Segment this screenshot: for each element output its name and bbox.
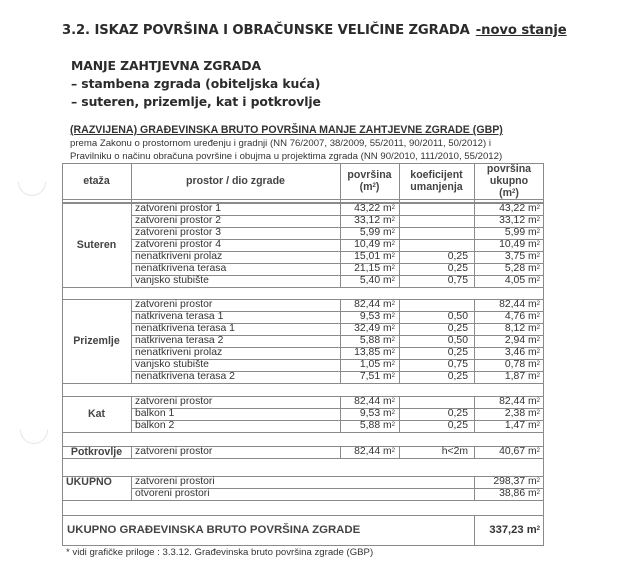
row-ukupno — [474, 227, 540, 239]
value: 43,22 — [354, 203, 381, 214]
unit-exponent: 2 — [536, 410, 540, 416]
unit: m — [528, 488, 537, 499]
value: 82,44 — [354, 396, 381, 407]
row-ukupno — [474, 420, 540, 432]
value: 1,47 — [504, 420, 526, 431]
unit-exponent: 2 — [536, 265, 540, 271]
value: 13,85 — [354, 347, 381, 358]
value: 40,67 — [499, 446, 526, 457]
row-prostor: nenatkrivena terasa 1 — [135, 323, 235, 334]
unit-exponent: 2 — [391, 253, 395, 259]
value: 1,87 — [504, 371, 526, 382]
unit-exponent: 2 — [536, 253, 540, 259]
row-koeficijent: 0,25 — [447, 251, 468, 262]
unit-exponent: 2 — [536, 373, 540, 379]
unit-exponent: 2 — [536, 448, 540, 454]
unit-exponent: 2 — [391, 301, 395, 307]
unit-exponent: 2 — [536, 349, 540, 355]
unit-exponent: 2 — [536, 241, 540, 247]
header-povrsina: površina — [347, 169, 392, 181]
unit: m — [528, 371, 537, 382]
unit: m — [383, 275, 392, 286]
unit-exponent: 2 — [536, 301, 540, 307]
row-povrsina — [340, 347, 395, 359]
row-prostor: natkrivena terasa 1 — [135, 311, 224, 322]
total-left-rule — [62, 515, 63, 545]
unit: m — [528, 203, 537, 214]
unit-exponent: 2 — [391, 265, 395, 271]
value: 5,99 — [504, 227, 526, 238]
unit-exponent: 2 — [536, 361, 540, 367]
row-povrsina — [340, 446, 395, 458]
row-povrsina — [340, 420, 395, 432]
summary-left-rule — [62, 476, 63, 500]
unit: m — [528, 239, 537, 250]
document-title — [62, 23, 567, 38]
row-koeficijent: 0,25 — [447, 408, 468, 419]
unit-exponent: 2 — [372, 183, 376, 189]
title-text: 3.2. ISKAZ POVRŠINA I OBRAČUNSKE VELIČINE ZGRADA — [62, 23, 470, 38]
unit: m — [383, 263, 392, 274]
unit: m — [383, 396, 392, 407]
unit: m — [383, 239, 392, 250]
row-koeficijent: 0,25 — [447, 347, 468, 358]
row-ukupno — [474, 359, 540, 371]
spacer-rule — [62, 287, 63, 299]
unit-exponent: 2 — [536, 229, 540, 235]
value: 298,37 — [493, 476, 526, 487]
value: 5,88 — [359, 420, 381, 431]
value: 8,12 — [504, 323, 526, 334]
row-prostor: zatvoreni prostor — [135, 299, 213, 310]
unit: m — [383, 251, 392, 262]
building-type: MANJE ZAHTJEVNA ZGRADA — [71, 58, 261, 73]
spacer-rule — [62, 383, 63, 396]
header-ukupno-unit: $(m^2)$ — [499, 187, 519, 199]
value: 3,75 — [504, 251, 526, 262]
row-povrsina — [340, 251, 395, 263]
total-right-rule — [543, 515, 544, 545]
row-povrsina — [340, 323, 395, 335]
header-top-rule — [62, 163, 544, 164]
row-ukupno — [474, 239, 540, 251]
row-povrsina — [340, 311, 395, 323]
value: 5,28 — [504, 263, 526, 274]
row-povrsina — [340, 359, 395, 371]
spacer-rule — [62, 432, 63, 446]
row-koeficijent: h<2m — [441, 446, 468, 457]
unit-exponent: 2 — [536, 526, 540, 532]
header-bottom-rule — [62, 199, 544, 200]
row-ukupno — [474, 396, 540, 408]
group-right-rule — [543, 396, 544, 433]
row-prostor: nenatkrivena terasa — [135, 263, 227, 274]
row-koeficijent: 0,25 — [447, 263, 468, 274]
unit-exponent: 2 — [536, 277, 540, 283]
value: 82,44 — [354, 446, 381, 457]
value: 4,76 — [504, 311, 526, 322]
group-bottom-rule — [62, 383, 544, 384]
unit-exponent: 2 — [391, 325, 395, 331]
unit: m — [528, 359, 537, 370]
row-povrsina — [340, 227, 395, 239]
unit-exponent: 2 — [536, 325, 540, 331]
section-title: (RAZVIJENA) GRAĐEVINSKA BRUTO POVRŠINA MANJE ZAHTJEVNE ZGRADE (GBP) — [70, 124, 503, 136]
row-koeficijent: 0,25 — [447, 371, 468, 382]
unit-exponent: 2 — [512, 189, 516, 195]
unit-exponent: 2 — [391, 422, 395, 428]
unit: m — [383, 359, 392, 370]
row-povrsina — [340, 215, 395, 227]
unit: m — [383, 215, 392, 226]
unit: m — [528, 446, 537, 457]
header-prostor: prostor / dio zgrade — [186, 175, 285, 187]
summary-ukupno — [474, 488, 540, 500]
row-koeficijent: 0,75 — [447, 275, 468, 286]
header-povrsina-unit: $(m^2)$ — [359, 181, 380, 193]
title-suffix: -novo stanje — [475, 23, 567, 38]
spacer-rule — [62, 500, 63, 515]
row-povrsina — [340, 396, 395, 408]
row-koeficijent: 0,50 — [447, 311, 468, 322]
unit-exponent: 2 — [391, 373, 395, 379]
row-prostor: balkon 1 — [135, 408, 175, 419]
row-ukupno — [474, 275, 540, 287]
row-ukupno — [474, 335, 540, 347]
punch-hole-mark — [12, 162, 52, 202]
row-koeficijent: 0,25 — [447, 323, 468, 334]
unit-exponent: 2 — [391, 217, 395, 223]
value: 38,86 — [499, 488, 526, 499]
unit: m — [383, 347, 392, 358]
row-prostor: balkon 2 — [135, 420, 175, 431]
unit: m — [528, 347, 537, 358]
unit-exponent: 2 — [391, 205, 395, 211]
value: 43,22 — [499, 203, 526, 214]
unit: m — [528, 227, 537, 238]
spacer-rule — [543, 287, 544, 299]
unit: m — [383, 227, 392, 238]
value: 82,44 — [499, 299, 526, 310]
unit: m — [383, 420, 392, 431]
building-levels: – suteren, prizemlje, kat i potkrovlje — [71, 94, 321, 109]
row-prostor: vanjsko stubište — [135, 359, 209, 370]
unit-exponent: 2 — [391, 229, 395, 235]
law-reference-1: prema Zakonu o prostornom uređenju i gradnji (NN 76/2007, 38/2009, 55/2011, 90/2011, 50/2012) i — [70, 138, 491, 149]
value: 10,49 — [354, 239, 381, 250]
row-ukupno — [474, 371, 540, 383]
unit: m — [528, 396, 537, 407]
value: 337,23 — [489, 524, 524, 536]
law-reference-2: Pravilniku o načinu obračuna površine i obujma u projektima zgrada (NN 90/2010, 111/2010, 55/2012) — [70, 151, 503, 162]
unit: m — [528, 215, 537, 226]
value: 33,12 — [354, 215, 381, 226]
group-label-potkrovlje: Potkrovlje — [70, 446, 123, 458]
row-prostor: zatvoreni prostor 4 — [135, 239, 222, 250]
row-ukupno — [474, 446, 540, 458]
unit: m — [528, 335, 537, 346]
row-prostor: zatvoreni prostor 3 — [135, 227, 222, 238]
unit-exponent: 2 — [536, 205, 540, 211]
header-koeficijent: koeficijent — [410, 169, 463, 181]
value: 21,15 — [354, 263, 381, 274]
unit: m — [383, 408, 392, 419]
total-label: UKUPNO GRAĐEVINSKA BRUTO POVRŠINA ZGRADE — [67, 524, 361, 536]
unit-exponent: 2 — [536, 217, 540, 223]
value: 10,49 — [499, 239, 526, 250]
summary-prostor: zatvoreni prostori — [135, 476, 215, 487]
row-prostor: zatvoreni prostor — [135, 446, 213, 457]
unit: m — [383, 203, 392, 214]
value: 7,51 — [359, 371, 381, 382]
unit-exponent: 2 — [536, 313, 540, 319]
value: 15,01 — [354, 251, 381, 262]
row-povrsina — [340, 371, 395, 383]
value: 3,46 — [504, 347, 526, 358]
header-umanjenja: umanjenja — [410, 181, 463, 193]
spacer-rule — [62, 458, 63, 476]
spacer-rule — [543, 383, 544, 396]
unit: m — [526, 524, 537, 536]
value: 0,78 — [504, 359, 526, 370]
summary-ukupno — [474, 476, 540, 488]
row-ukupno — [474, 408, 540, 420]
value: 2,94 — [504, 335, 526, 346]
row-ukupno — [474, 347, 540, 359]
unit: m — [383, 299, 392, 310]
value: 32,49 — [354, 323, 381, 334]
row-povrsina — [340, 275, 395, 287]
unit-exponent: 2 — [536, 478, 540, 484]
punch-hole-mark — [14, 410, 54, 450]
unit-exponent: 2 — [536, 422, 540, 428]
row-ukupno — [474, 323, 540, 335]
row-prostor: vanjsko stubište — [135, 275, 209, 286]
row-prostor: nenatkriveni prolaz — [135, 347, 223, 358]
unit-exponent: 2 — [536, 490, 540, 496]
value: 1,05 — [359, 359, 381, 370]
row-koeficijent: 0,75 — [447, 359, 468, 370]
total-bottom-rule — [62, 545, 544, 546]
unit: m — [528, 275, 537, 286]
value: 82,44 — [499, 396, 526, 407]
spacer-rule — [543, 458, 544, 476]
summary-prostor: otvoreni prostori — [135, 488, 210, 499]
spacer-rule — [543, 500, 544, 515]
group-label-kat: Kat — [87, 408, 106, 420]
building-description: – stambena zgrada (obiteljska kuća) — [71, 76, 321, 91]
unit: m — [528, 420, 537, 431]
unit-exponent: 2 — [391, 337, 395, 343]
summary-bottom-rule — [62, 500, 544, 501]
unit: m — [528, 299, 537, 310]
unit-exponent: 2 — [391, 241, 395, 247]
unit-exponent: 2 — [536, 398, 540, 404]
row-ukupno — [474, 311, 540, 323]
unit: m — [383, 446, 392, 457]
unit-exponent: 2 — [391, 349, 395, 355]
unit-exponent: 2 — [391, 361, 395, 367]
row-prostor: zatvoreni prostor — [135, 396, 213, 407]
row-povrsina — [340, 203, 395, 215]
value: 2,38 — [504, 408, 526, 419]
group-bottom-rule — [62, 458, 544, 459]
value: 5,88 — [359, 335, 381, 346]
value: 4,05 — [504, 275, 526, 286]
row-povrsina — [340, 335, 395, 347]
row-koeficijent: 0,25 — [447, 420, 468, 431]
row-prostor: nenatkriveni prolaz — [135, 251, 223, 262]
row-prostor: nenatkrivena terasa 2 — [135, 371, 235, 382]
row-povrsina — [340, 239, 395, 251]
header-ukupno-povrsina: površina — [486, 163, 532, 175]
value: 82,44 — [354, 299, 381, 310]
unit: m — [528, 408, 537, 419]
unit-exponent: 2 — [391, 448, 395, 454]
spacer-rule — [543, 432, 544, 446]
row-prostor: zatvoreni prostor 1 — [135, 203, 222, 214]
unit: m — [383, 335, 392, 346]
value: 33,12 — [499, 215, 526, 226]
footnote: * vidi grafičke priloge : 3.3.12. Građevinska bruto površina zgrade (GBP) — [66, 547, 374, 558]
row-koeficijent: 0,50 — [447, 335, 468, 346]
row-prostor: natkrivena terasa 2 — [135, 335, 224, 346]
row-ukupno — [474, 251, 540, 263]
row-povrsina — [340, 408, 395, 420]
row-prostor: zatvoreni prostor 2 — [135, 215, 222, 226]
unit: m — [528, 311, 537, 322]
unit: m — [383, 311, 392, 322]
value: 5,40 — [359, 275, 381, 286]
row-ukupno — [474, 203, 540, 215]
unit: m — [528, 263, 537, 274]
row-povrsina — [340, 263, 395, 275]
total-top-rule — [62, 515, 544, 516]
unit-exponent: 2 — [536, 337, 540, 343]
unit: m — [528, 476, 537, 487]
summary-label: UKUPNO — [66, 476, 112, 488]
group-col-rule — [131, 396, 132, 433]
unit-exponent: 2 — [391, 313, 395, 319]
group-label-prizemlje: Prizemlje — [73, 335, 120, 347]
value: 5,99 — [359, 227, 381, 238]
group-label-suteren: Suteren — [76, 239, 117, 251]
group-bottom-rule — [62, 287, 544, 288]
unit-exponent: 2 — [391, 398, 395, 404]
row-ukupno — [474, 263, 540, 275]
unit-exponent: 2 — [391, 277, 395, 283]
row-ukupno — [474, 299, 540, 311]
value: 9,53 — [359, 408, 381, 419]
unit-exponent: 2 — [391, 410, 395, 416]
row-povrsina — [340, 299, 395, 311]
row-ukupno — [474, 215, 540, 227]
header-ukupno: ukupno — [489, 175, 529, 187]
header-etaza: etaža — [83, 175, 110, 187]
group-bottom-rule — [62, 432, 544, 433]
unit: m — [528, 251, 537, 262]
value: 9,53 — [359, 311, 381, 322]
unit: m — [528, 323, 537, 334]
unit: m — [383, 371, 392, 382]
total-value — [474, 524, 540, 536]
unit: m — [383, 323, 392, 334]
